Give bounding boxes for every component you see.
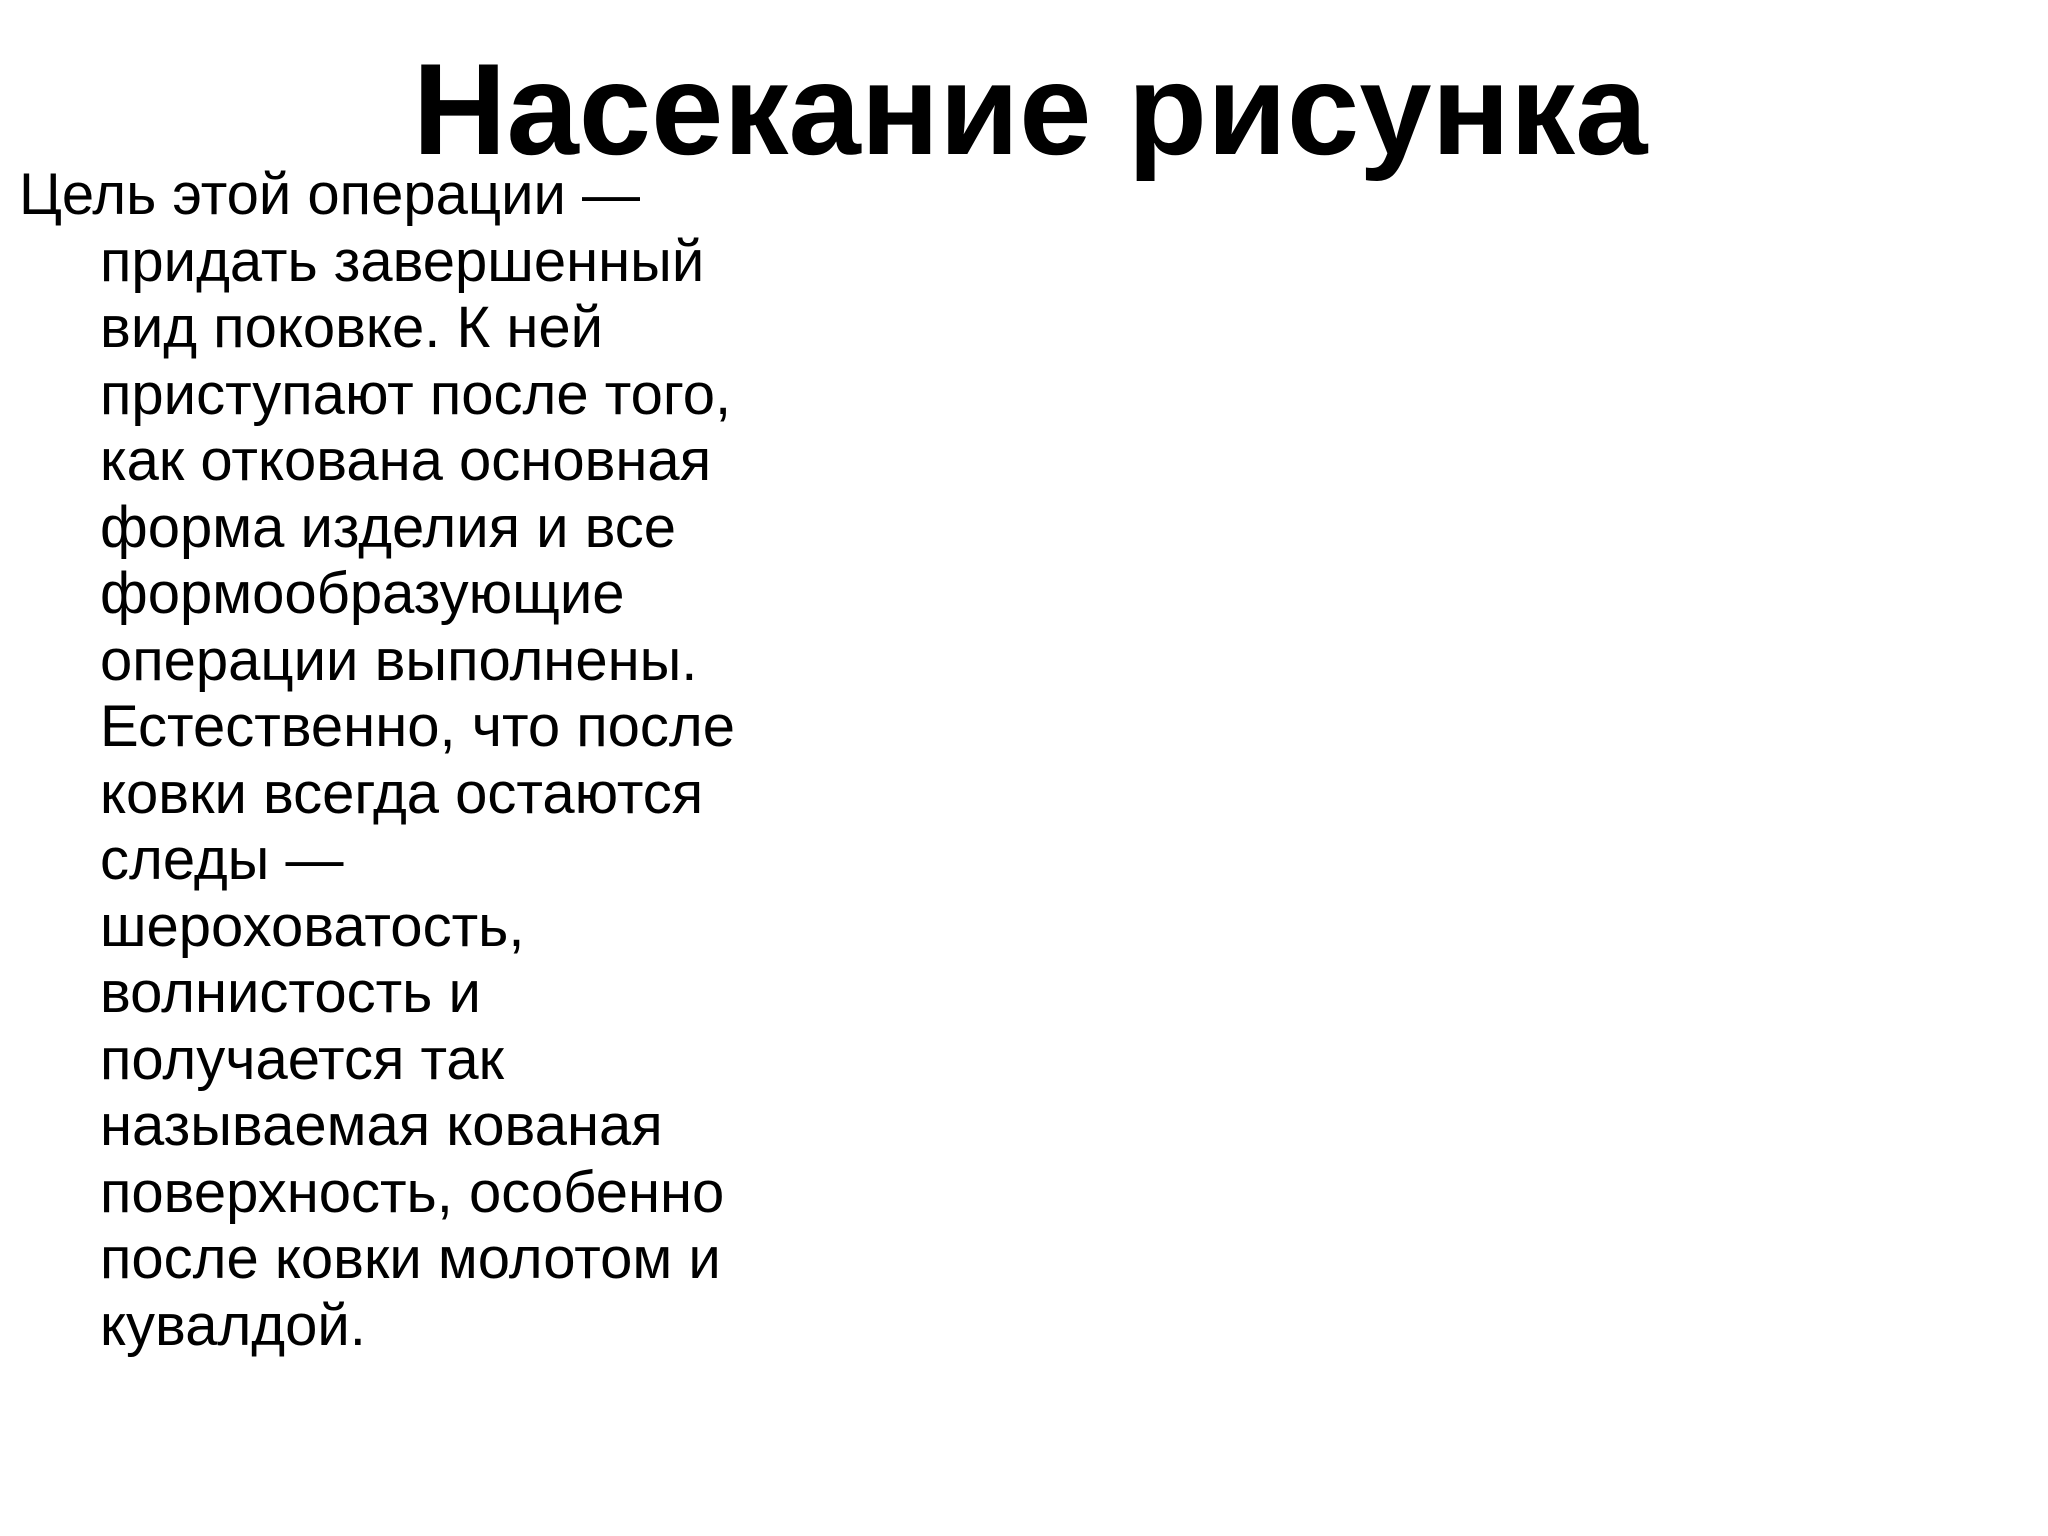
body-line: после ковки молотом и [100, 1226, 721, 1291]
body-line: операции выполнены. [100, 627, 698, 693]
body-line: получается так [100, 1026, 505, 1092]
body-line: называемая кованая [100, 1093, 663, 1158]
body-line: форма изделия и все [100, 494, 677, 560]
body-line: шероховатость, [100, 893, 525, 959]
body-line: приступают после того, [100, 361, 732, 427]
body-line: вид поковке. К ней [100, 295, 604, 360]
body-line: как откована основная [100, 428, 712, 493]
body-line: ковки всегда остаются [100, 760, 704, 826]
body-line: формообразующие [100, 561, 625, 626]
slide-title: Насекание рисунка [412, 36, 1648, 182]
slide-body-text [19, 162, 889, 1359]
body-line: Цель этой операции — [19, 162, 640, 227]
body-line: следы — [100, 827, 344, 892]
body-line: Естественно, что после [100, 694, 735, 759]
body-line: волнистость и [100, 960, 481, 1025]
body-line: кувалдой. [100, 1292, 366, 1358]
body-line: придать завершенный [100, 228, 705, 294]
body-line: поверхность, особенно [100, 1159, 725, 1225]
